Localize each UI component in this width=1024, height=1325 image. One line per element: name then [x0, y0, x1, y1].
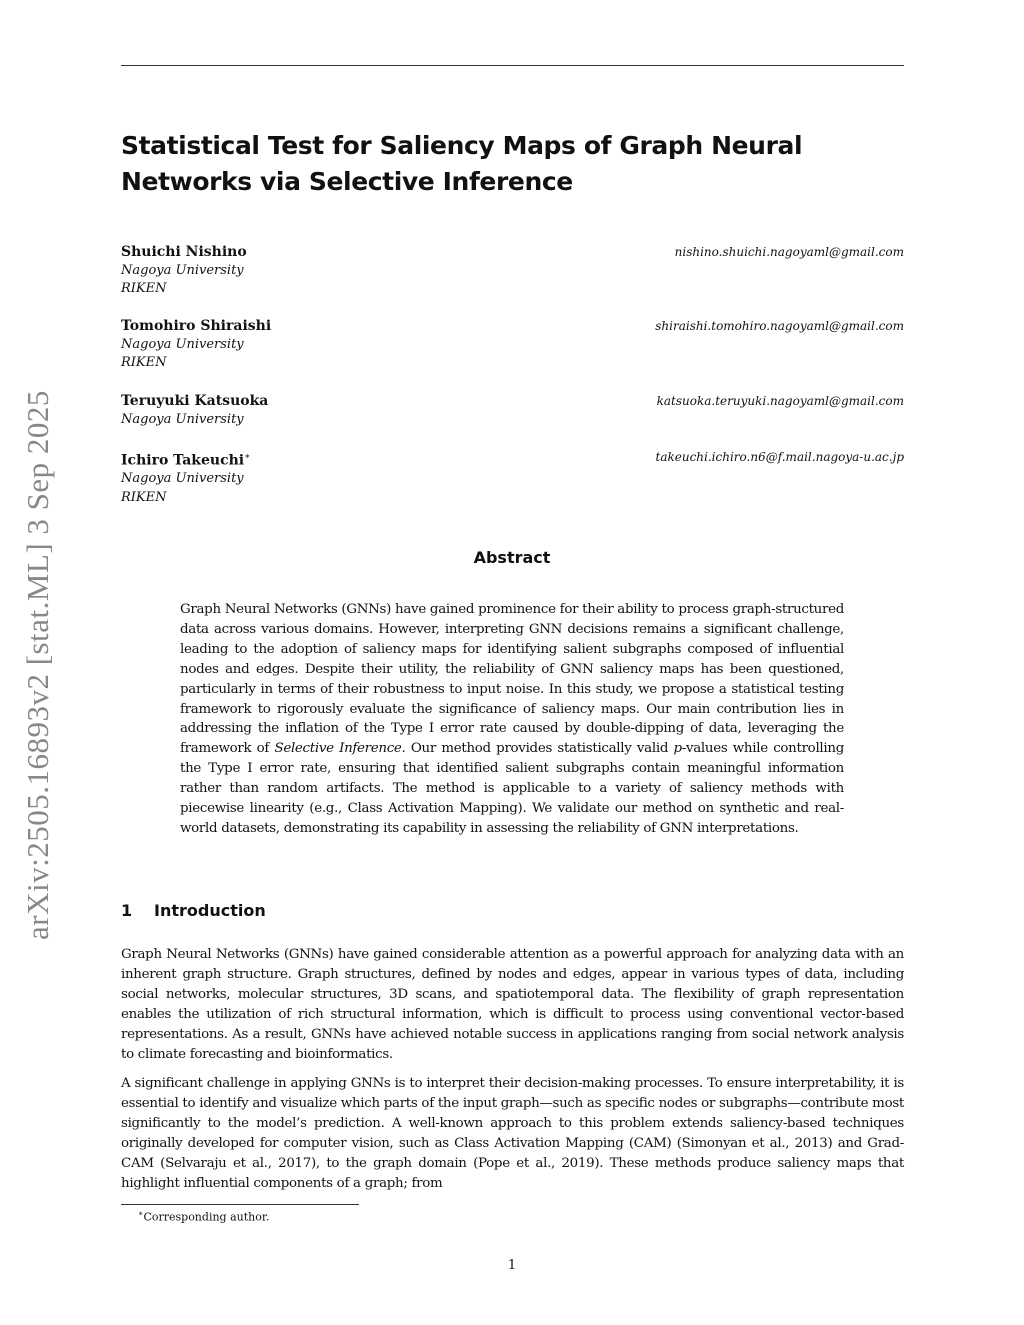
author-block — [121, 392, 904, 429]
abstract-text-part: -values while controlling the Type I error rate, ensuring that identified salient subgraphs contain meaningful information rather than random artifacts. The method is applicable to a variety of saliency methods with piecewise linearity (e.g., Class Activation Mapping). We validate our method on synthetic and real-world datasets, demonstrating its capability in assessing the reliability of GNN interpretations. — [180, 741, 844, 836]
arxiv-identifier: arXiv:2505.16893v2 [stat.ML] 3 Sep 2025 — [20, 390, 55, 940]
section-number: 1 — [121, 901, 133, 920]
page-number: 1 — [507, 1258, 517, 1273]
footnote-text: Corresponding author. — [143, 1210, 270, 1224]
author-affiliation: RIKEN — [121, 281, 167, 296]
author-affiliation: Nagoya University — [121, 471, 244, 487]
abstract-heading: Abstract — [473, 548, 551, 567]
author-block — [121, 317, 904, 373]
abstract-text-part: Our method provides statistically valid — [405, 741, 674, 757]
abstract-text — [180, 600, 844, 839]
author-affiliation: Nagoya University — [121, 262, 244, 278]
body-paragraph: Graph Neural Networks (GNNs) have gained considerable attention as a powerful approach for analyzing data with an inherent graph structure. Graph structures, defined by nodes and edges, appear in various types of data, including social networks, molecular structures, 3D scans, and spatiotemporal data. The flexibility of graph representation enables the utilization of rich structural information, which is difficult to process using conventional vector-based representations. As a result, GNNs have achieved notable success in applications ranging from social network analysis to climate forecasting and bioinformatics. — [121, 947, 904, 1062]
footnote-mark: ∗ — [138, 1209, 144, 1218]
author-name: Teruyuki Katsuoka — [121, 393, 269, 409]
author-affiliation: RIKEN — [121, 489, 167, 505]
author-affiliation: Nagoya University — [121, 411, 244, 427]
paper-title: Statistical Test for Saliency Maps of Graph Neural Networks via Selective Inference — [121, 131, 803, 196]
author-affiliation: RIKEN — [121, 355, 167, 370]
abstract-text-part: Graph Neural Networks (GNNs) have gained prominence for their ability to process graph-structured data across various domains. However, interpreting GNN decisions remains a significant challenge, leading to the adoption of saliency maps for identifying salient subgraphs composed of influential nodes and edges. Despite their utility, the reliability of GNN saliency maps has been questioned, particularly in terms of their robustness to input noise. In this study, we propose a statistical testing framework to rigorously evaluate the significance of saliency maps. Our main contribution lies in addressing the inflation of the Type I error rate caused by double-dipping of data, leveraging the framework of — [180, 602, 844, 757]
author-name: Shuichi Nishino — [121, 244, 247, 260]
top-rule — [121, 65, 904, 66]
footnote — [138, 1209, 269, 1224]
author-email[interactable]: katsuoka.teruyuki.nagoyaml@gmail.com — [656, 394, 904, 408]
author-name-text: Ichiro Takeuchi — [121, 452, 245, 469]
author-block — [121, 448, 904, 507]
body-paragraph: A significant challenge in applying GNNs is to interpret their decision-making processes. To ensure interpretability, it is essential to identify and visualize which parts of the input graph—such as specific nodes or subgraphs—contribute most significantly to the model’s prediction. A well-known approach to this problem extends saliency-based techniques originally developed for computer vision, such as Class Activation Mapping (CAM) (Simonyan et al., 2013) and Grad-CAM (Selvaraju et al., 2017), to the graph domain (Pope et al., 2019). These methods produce saliency maps that highlight influential components of a graph; from — [121, 1076, 904, 1191]
section-heading — [121, 901, 266, 920]
author-email[interactable]: shiraishi.tomohiro.nagoyaml@gmail.com — [655, 319, 904, 333]
footnote-rule — [121, 1204, 359, 1205]
author-affiliation: Nagoya University — [121, 336, 244, 352]
author-name: Tomohiro Shiraishi — [121, 318, 272, 334]
section-title: Introduction — [154, 901, 266, 920]
author-email[interactable]: takeuchi.ichiro.n6@f.mail.nagoya-u.ac.jp — [655, 450, 904, 464]
abstract-emphasis: p — [673, 741, 682, 757]
author-email[interactable]: nishino.shuichi.nagoyaml@gmail.com — [674, 245, 904, 259]
corresponding-mark[interactable]: ∗ — [244, 452, 251, 462]
abstract-emphasis: Selective Inference. — [274, 741, 406, 757]
author-block — [121, 243, 904, 299]
